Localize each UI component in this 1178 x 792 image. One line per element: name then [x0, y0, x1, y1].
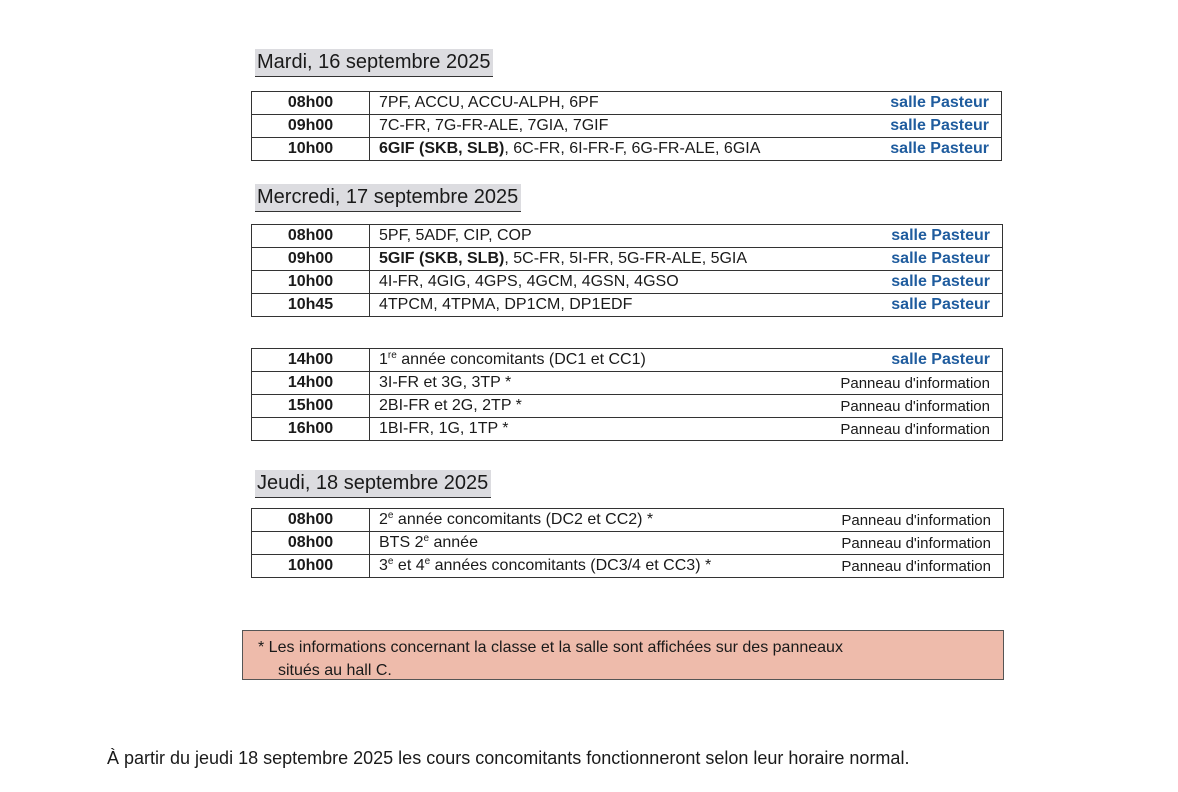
table-row — [252, 418, 1003, 441]
schedule-table — [251, 91, 1002, 161]
room-cell: salle Pasteur — [686, 294, 1003, 317]
classes-cell: BTS 2e année — [370, 532, 687, 555]
note-line: situés au hall C. — [278, 662, 392, 679]
classes-cell: 7PF, ACCU, ACCU-ALPH, 6PF — [370, 92, 686, 115]
room-cell: Panneau d'information — [687, 532, 1004, 555]
room-cell: salle Pasteur — [686, 349, 1003, 372]
time-cell: 10h45 — [252, 294, 370, 317]
table-row — [252, 294, 1003, 317]
table-row — [252, 349, 1003, 372]
table-row — [252, 92, 1002, 115]
table-row — [252, 271, 1003, 294]
table-row — [252, 138, 1002, 161]
classes-cell: 6GIF (SKB, SLB), 6C-FR, 6I-FR-F, 6G-FR-ALE, 6GIA — [370, 138, 686, 161]
day-heading: Mercredi, 17 septembre 2025 — [255, 184, 521, 212]
table-row — [252, 395, 1003, 418]
classes-cell: 4TPCM, 4TPMA, DP1CM, DP1EDF — [370, 294, 687, 317]
classes-cell: 5PF, 5ADF, CIP, COP — [370, 225, 687, 248]
schedule-table — [251, 348, 1003, 441]
table-row — [252, 555, 1004, 578]
classes-cell: 1re année concomitants (DC1 et CC1) — [370, 349, 687, 372]
table-row — [252, 225, 1003, 248]
time-cell: 15h00 — [252, 395, 370, 418]
time-cell: 10h00 — [252, 555, 370, 578]
room-cell: Panneau d'information — [686, 372, 1003, 395]
schedule-table — [251, 224, 1003, 317]
day-heading: Mardi, 16 septembre 2025 — [255, 49, 493, 77]
room-cell: Panneau d'information — [687, 555, 1004, 578]
room-cell: Panneau d'information — [686, 395, 1003, 418]
room-cell: salle Pasteur — [686, 271, 1003, 294]
schedule-table — [251, 508, 1004, 578]
time-cell: 10h00 — [252, 271, 370, 294]
table-row — [252, 248, 1003, 271]
time-cell: 10h00 — [252, 138, 370, 161]
time-cell: 14h00 — [252, 372, 370, 395]
room-cell: salle Pasteur — [686, 138, 1002, 161]
classes-cell: 4I-FR, 4GIG, 4GPS, 4GCM, 4GSN, 4GSO — [370, 271, 687, 294]
room-cell: salle Pasteur — [686, 225, 1003, 248]
time-cell: 08h00 — [252, 92, 370, 115]
time-cell: 09h00 — [252, 248, 370, 271]
time-cell: 14h00 — [252, 349, 370, 372]
note-line: * Les informations concernant la classe et la salle sont affichées sur des panneaux — [258, 639, 843, 656]
room-cell: salle Pasteur — [686, 115, 1002, 138]
table-row — [252, 509, 1004, 532]
time-cell: 08h00 — [252, 509, 370, 532]
room-cell: Panneau d'information — [686, 418, 1003, 441]
table-row — [252, 532, 1004, 555]
classes-cell: 3I-FR et 3G, 3TP * — [370, 372, 687, 395]
classes-cell: 2e année concomitants (DC2 et CC2) * — [370, 509, 687, 532]
room-cell: salle Pasteur — [686, 92, 1002, 115]
classes-cell: 2BI-FR et 2G, 2TP * — [370, 395, 687, 418]
classes-cell: 3e et 4e années concomitants (DC3/4 et CC3) * — [370, 555, 687, 578]
table-row — [252, 115, 1002, 138]
table-row — [252, 372, 1003, 395]
classes-cell: 7C-FR, 7G-FR-ALE, 7GIA, 7GIF — [370, 115, 686, 138]
day-heading: Jeudi, 18 septembre 2025 — [255, 470, 491, 498]
room-cell: Panneau d'information — [687, 509, 1004, 532]
classes-cell: 1BI-FR, 1G, 1TP * — [370, 418, 687, 441]
footer-text: À partir du jeudi 18 septembre 2025 les cours concomitants fonctionneront selon leur horaire normal. — [107, 748, 910, 768]
classes-cell: 5GIF (SKB, SLB), 5C-FR, 5I-FR, 5G-FR-ALE, 5GIA — [370, 248, 687, 271]
time-cell: 09h00 — [252, 115, 370, 138]
info-note — [242, 630, 1004, 680]
time-cell: 08h00 — [252, 532, 370, 555]
room-cell: salle Pasteur — [686, 248, 1003, 271]
time-cell: 08h00 — [252, 225, 370, 248]
time-cell: 16h00 — [252, 418, 370, 441]
